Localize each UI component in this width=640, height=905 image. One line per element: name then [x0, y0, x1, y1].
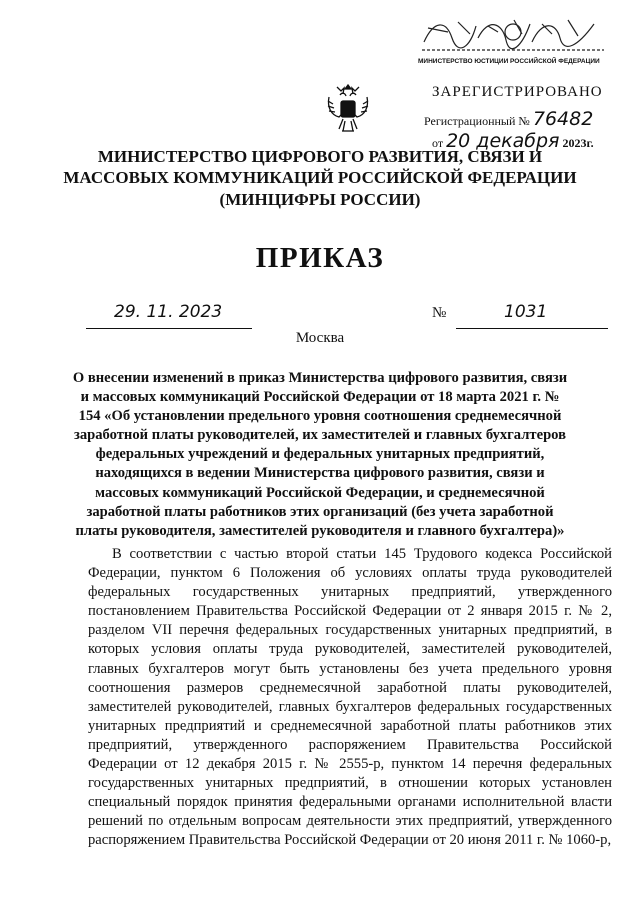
ministry-name: МИНИСТЕРСТВО ЦИФРОВОГО РАЗВИТИЯ, СВЯЗИ И МАССОВЫХ КОММУНИКАЦИЙ РОССИЙСКОЙ ФЕДЕРАЦИИ: [63, 147, 577, 187]
stamp-status: ЗАРЕГИСТРИРОВАНО: [432, 84, 603, 100]
coat-of-arms-icon: [325, 83, 371, 135]
body-paragraph: В соответствии с частью второй статьи 145 Трудового кодекса Российской Федерации, пунктом 6 Положения об условиях оплаты труда руководителей федеральных государственных унитарных предприятий, утвержденного постановлением Правительства Российской Федерации от 2 января 2015 г. № 2, разделом VII перечня федеральных государственных унитарных предприятий, в которых условия оплаты труда руководителей, заместителей руководителей, главных бухгалтеров могут быть установлены без учета предельного уровня соотношения размеров среднемесячной заработной платы руководителей, заместителей руководителей, главных бухгалтеров федеральных государственных унитарных предприятий и среднемесячной заработной платы работников этих предприятий, утвержденного распоряжением Правительства Российской Федерации от 12 декабря 2015 г. № 2555-р, пунктом 14 перечня федеральных государственных унитарных предприятий, в отношении которых установлен специальный порядок принятия федеральными органами исполнительной власти решений по отдельным вопросам деятельности этих предприятий, утвержденного распоряжением Правительства Российской Федерации от 20 июня 2011 г. № 1060-р,: [88, 546, 612, 849]
stamp-date-prefix: от: [432, 136, 444, 150]
stamp-header: МИНИСТЕРСТВО ЮСТИЦИИ РОССИЙСКОЙ ФЕДЕРАЦИИ: [418, 58, 600, 65]
registration-stamp: [410, 6, 615, 152]
order-date: 29. 11. 2023: [114, 302, 223, 322]
city: Москва: [295, 330, 345, 346]
stamp-date-handwritten: 20 декабря: [446, 130, 560, 152]
stamp-year: 2023г.: [562, 136, 594, 150]
number-sign: №: [432, 305, 447, 321]
order-title: О внесении изменений в приказ Министерства цифрового развития, связи и массовых коммуникаций Российской Федерации от 18 марта 2021 г. № 154 «Об установлении предельного уровня соотношения среднемесячной заработной платы руководителей, их заместителей и главных бухгалтеров федеральных учреждений и федеральных унитарных предприятий, находящихся в ведении Министерства цифрового развития, связи и массовых коммуникаций Российской Федерации, и среднемесячной заработной платы работников этих организаций (без учета заработной платы руководителя, заместителей руководителя и главного бухгалтера)»: [72, 370, 568, 539]
stamp-emblem-scribble: [418, 12, 608, 54]
stamp-reg-number: 76482: [532, 108, 594, 130]
document-type: ПРИКАЗ: [255, 242, 385, 274]
order-date-line: [86, 302, 252, 329]
stamp-reg-label: Регистрационный №: [424, 114, 530, 128]
order-number-line: [456, 302, 608, 329]
stamp-registration-number: [424, 108, 593, 130]
order-number: 1031: [504, 302, 548, 322]
ministry-short-name: (МИНЦИФРЫ РОССИИ): [219, 190, 421, 209]
